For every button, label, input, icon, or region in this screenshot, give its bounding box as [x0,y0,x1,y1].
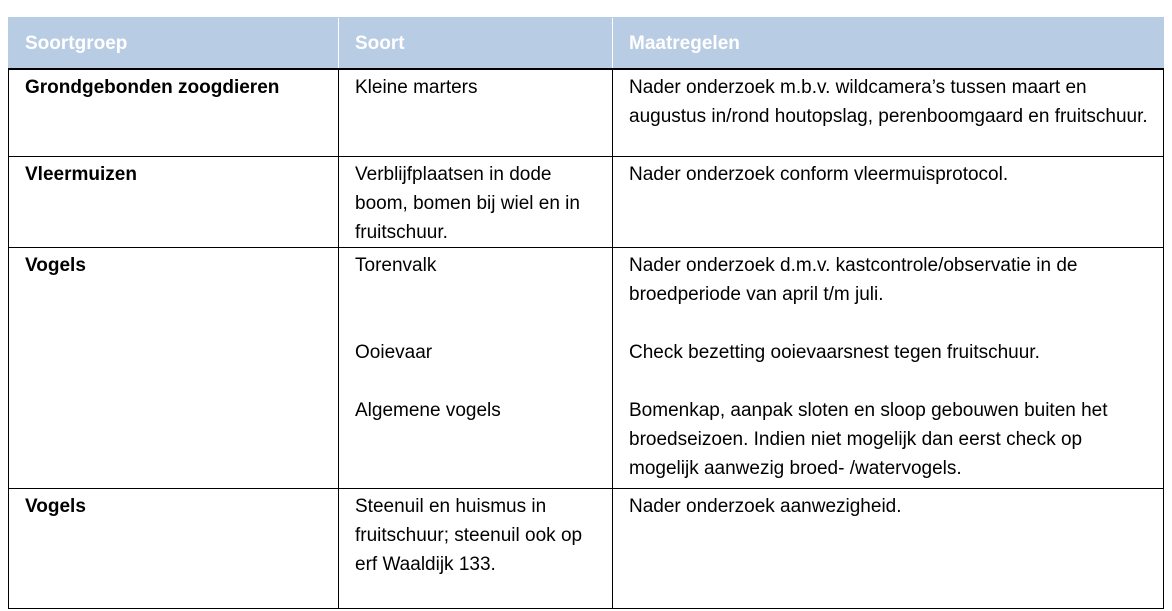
measure-text: Nader onderzoek m.b.v. wildcamera’s tussen maart en augustus in/rond houtopslag, perenboomgaard en fruitschuur. [629,77,1148,127]
species-text: Torenvalk [355,255,437,276]
species-text: Steenuil en huismus in fruitschuur; steenuil ook op erf Waaldijk 133. [355,496,583,575]
species-measures-table [8,17,1164,609]
measures-cell [613,69,1164,157]
group-cell: Grondgebonden zoogdieren [9,69,339,157]
species-text: Algemene vogels [355,400,501,421]
measure-text: Nader onderzoek aanwezigheid. [629,496,902,517]
group-cell: Vogels [9,248,339,489]
header-soortgroep: Soortgroep [9,18,339,70]
table-row [9,248,1164,489]
species-cell [339,69,613,157]
measures-cell [613,489,1164,609]
measures-cell [613,248,1164,489]
group-cell: Vleermuizen [9,157,339,248]
measure-text: Nader onderzoek conform vleermuisprotocol. [629,164,1009,185]
species-text: Kleine marters [355,77,478,98]
species-cell [339,248,613,489]
group-cell: Vogels [9,489,339,609]
measure-text: Check bezetting ooievaarsnest tegen fruitschuur. [629,342,1040,363]
species-cell [339,157,613,248]
measure-text: Nader onderzoek d.m.v. kastcontrole/observatie in de broedperiode van april t/m juli. [629,255,1078,305]
measures-cell [613,157,1164,248]
table-header-row [9,18,1164,70]
species-text: Ooievaar [355,342,433,363]
table-row [9,69,1164,157]
table-row [9,489,1164,609]
measure-text: Bomenkap, aanpak sloten en sloop gebouwen buiten het broedseizoen. Indien niet mogelijk dan eerst check op mogelijk aanwezig broed- /watervogels. [629,400,1108,479]
table-row [9,157,1164,248]
species-cell [339,489,613,609]
header-soort: Soort [339,18,613,70]
species-text: Verblijfplaatsen in dode boom, bomen bij wiel en in fruitschuur. [355,164,580,243]
header-maatregelen: Maatregelen [613,18,1164,70]
